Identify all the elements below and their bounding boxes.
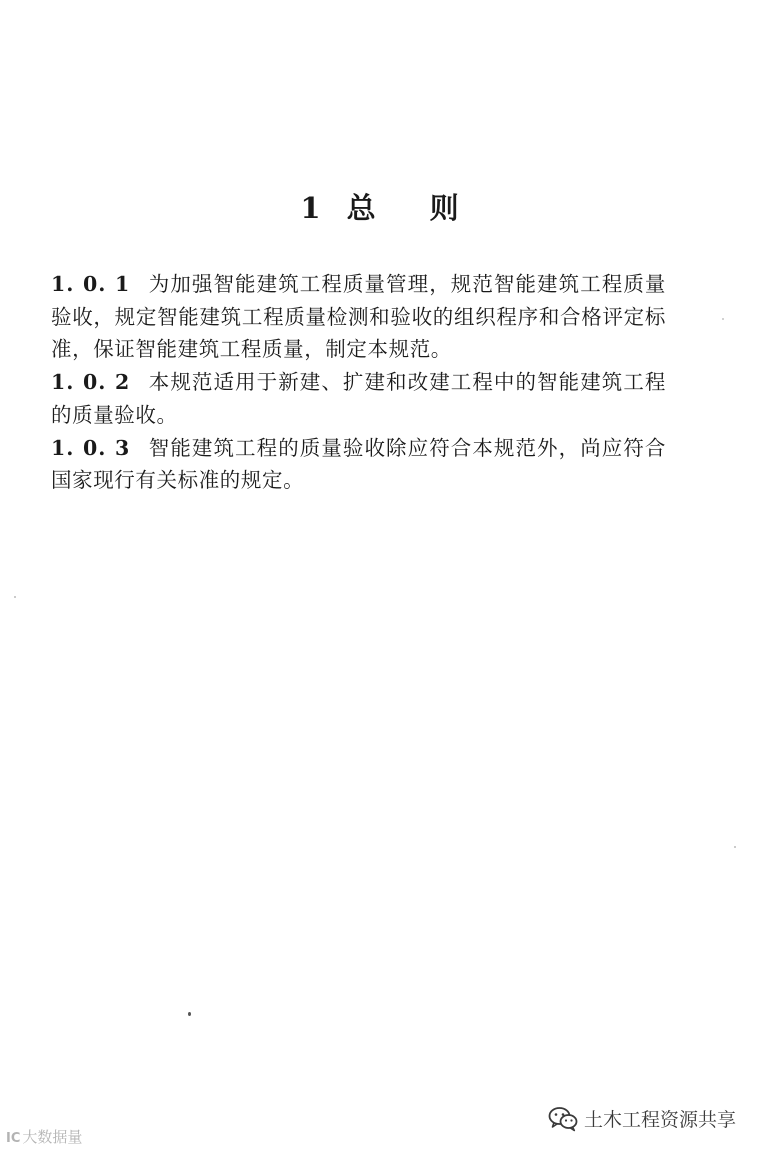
- clause-1-0-2: [51, 366, 666, 431]
- scan-speck: [722, 318, 724, 320]
- chapter-number: 1: [300, 191, 323, 225]
- chapter-heading: [0, 186, 761, 227]
- scan-speck: [14, 596, 16, 598]
- clause-number: 1. 0. 2: [51, 370, 131, 395]
- watermark-left: [6, 1126, 82, 1147]
- wechat-icon: [548, 1106, 578, 1132]
- watermark-logo: IC: [6, 1131, 21, 1146]
- watermark-left-text: 大数据量: [22, 1128, 83, 1146]
- watermark-right: [548, 1105, 736, 1132]
- clause-text: 本规范适用于新建、扩建和改建工程中的智能建筑工程的质量验收。: [51, 370, 667, 427]
- watermark-right-text: 土木工程资源共享: [584, 1109, 737, 1131]
- chapter-title-char-1: 总: [346, 191, 378, 225]
- scan-speck: [188, 1012, 191, 1016]
- scan-speck: [734, 846, 736, 848]
- clause-1-0-3: [51, 432, 666, 497]
- clause-1-0-1: [51, 268, 666, 366]
- clause-text: 为加强智能建筑工程质量管理，规范智能建筑工程质量验收，规定智能建筑工程质量检测和验收的组织程序和合格评定标准，保证智能建筑工程质量，制定本规范。: [51, 272, 667, 362]
- clause-list: [51, 268, 666, 497]
- chapter-title-char-2: 则: [429, 191, 461, 225]
- clause-number: 1. 0. 3: [51, 435, 131, 460]
- clause-number: 1. 0. 1: [51, 272, 131, 296]
- clause-text: 智能建筑工程的质量验收除应符合本规范外，尚应符合国家现行有关标准的规定。: [51, 435, 667, 493]
